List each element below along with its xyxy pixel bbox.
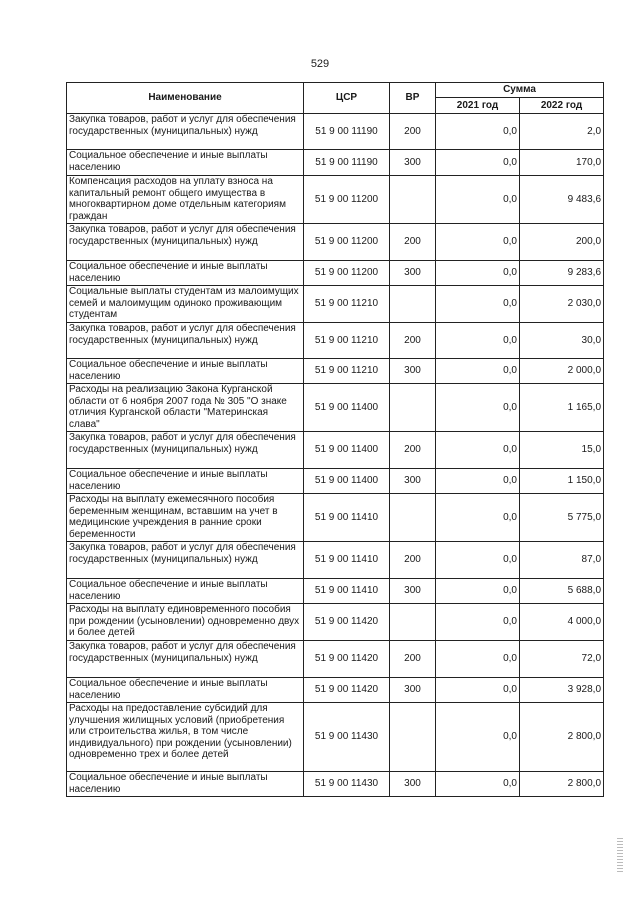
- row-2022: 30,0: [520, 323, 604, 359]
- table-row: [67, 114, 604, 150]
- header-year-2022: 2022 год: [520, 98, 604, 114]
- row-name: Закупка товаров, работ и услуг для обеспечения государственных (муниципальных) нужд: [67, 641, 304, 678]
- row-2021: 0,0: [436, 114, 520, 150]
- row-vr: 200: [390, 432, 436, 469]
- row-csr: 51 9 00 11200: [304, 261, 390, 286]
- row-name: Социальные выплаты студентам из малоимущих семей и малоимущим одиноко проживающим студентам: [67, 286, 304, 323]
- row-name: Социальное обеспечение и иные выплаты населению: [67, 261, 304, 286]
- row-2021: 0,0: [436, 224, 520, 261]
- row-vr: [390, 384, 436, 432]
- row-csr: 51 9 00 11200: [304, 224, 390, 261]
- table-row: [67, 261, 604, 286]
- row-csr: 51 9 00 11210: [304, 359, 390, 384]
- row-2021: 0,0: [436, 469, 520, 494]
- row-name: Социальное обеспечение и иные выплаты населению: [67, 150, 304, 176]
- table-row: [67, 579, 604, 604]
- row-name: Социальное обеспечение и иные выплаты населению: [67, 359, 304, 384]
- row-vr: 200: [390, 224, 436, 261]
- row-2022: 9 283,6: [520, 261, 604, 286]
- row-name: Расходы на выплату единовременного пособия при рождении (усыновлении) одновременно двух и более детей: [67, 604, 304, 641]
- row-vr: 200: [390, 114, 436, 150]
- table-row: [67, 323, 604, 359]
- budget-table: [66, 82, 604, 797]
- page-number: 529: [310, 58, 330, 70]
- row-csr: 51 9 00 11400: [304, 384, 390, 432]
- row-2022: 15,0: [520, 432, 604, 469]
- row-2021: 0,0: [436, 150, 520, 176]
- row-2022: 1 165,0: [520, 384, 604, 432]
- row-csr: 51 9 00 11410: [304, 579, 390, 604]
- row-vr: 300: [390, 678, 436, 703]
- row-2022: 2 000,0: [520, 359, 604, 384]
- header-sum: Сумма: [436, 83, 604, 98]
- row-2022: 2 800,0: [520, 772, 604, 797]
- table-row: [67, 384, 604, 432]
- row-2021: 0,0: [436, 261, 520, 286]
- row-vr: 300: [390, 261, 436, 286]
- row-csr: 51 9 00 11430: [304, 703, 390, 772]
- row-2021: 0,0: [436, 176, 520, 224]
- table-row: [67, 286, 604, 323]
- row-2021: 0,0: [436, 772, 520, 797]
- table-row: [67, 150, 604, 176]
- row-csr: 51 9 00 11420: [304, 641, 390, 678]
- header-name: Наименование: [67, 83, 304, 114]
- table-row: [67, 494, 604, 542]
- row-name: Социальное обеспечение и иные выплаты населению: [67, 579, 304, 604]
- table-body: [67, 114, 604, 797]
- row-name: Социальное обеспечение и иные выплаты населению: [67, 678, 304, 703]
- table-row: [67, 224, 604, 261]
- row-2021: 0,0: [436, 604, 520, 641]
- row-csr: 51 9 00 11190: [304, 114, 390, 150]
- row-name: Расходы на реализацию Закона Курганской области от 6 ноября 2007 года № 305 "О знаке отличия Курганской области "Материнская слава": [67, 384, 304, 432]
- row-csr: 51 9 00 11400: [304, 432, 390, 469]
- row-2021: 0,0: [436, 384, 520, 432]
- table-row: [67, 703, 604, 772]
- row-csr: 51 9 00 11190: [304, 150, 390, 176]
- row-2022: 2 030,0: [520, 286, 604, 323]
- row-2022: 5 775,0: [520, 494, 604, 542]
- row-2021: 0,0: [436, 323, 520, 359]
- table-row: [67, 604, 604, 641]
- table-row: [67, 772, 604, 797]
- row-vr: 300: [390, 579, 436, 604]
- row-csr: 51 9 00 11410: [304, 494, 390, 542]
- table-row: [67, 359, 604, 384]
- header-csr: ЦСР: [304, 83, 390, 114]
- row-2022: 3 928,0: [520, 678, 604, 703]
- row-vr: 200: [390, 641, 436, 678]
- row-2021: 0,0: [436, 432, 520, 469]
- row-name: Закупка товаров, работ и услуг для обеспечения государственных (муниципальных) нужд: [67, 432, 304, 469]
- row-csr: 51 9 00 11420: [304, 604, 390, 641]
- row-2022: 170,0: [520, 150, 604, 176]
- row-name: Закупка товаров, работ и услуг для обеспечения государственных (муниципальных) нужд: [67, 114, 304, 150]
- row-2022: 2,0: [520, 114, 604, 150]
- table-row: [67, 641, 604, 678]
- row-2021: 0,0: [436, 579, 520, 604]
- row-2021: 0,0: [436, 703, 520, 772]
- table-row: [67, 469, 604, 494]
- row-name: Закупка товаров, работ и услуг для обеспечения государственных (муниципальных) нужд: [67, 224, 304, 261]
- table-row: [67, 678, 604, 703]
- row-2022: 72,0: [520, 641, 604, 678]
- row-2022: 2 800,0: [520, 703, 604, 772]
- row-2022: 200,0: [520, 224, 604, 261]
- header-vr: ВР: [390, 83, 436, 114]
- row-2021: 0,0: [436, 286, 520, 323]
- row-vr: [390, 286, 436, 323]
- row-vr: 300: [390, 772, 436, 797]
- row-csr: 51 9 00 11210: [304, 286, 390, 323]
- row-name: Социальное обеспечение и иные выплаты населению: [67, 772, 304, 797]
- row-vr: [390, 494, 436, 542]
- row-csr: 51 9 00 11410: [304, 542, 390, 579]
- row-vr: 300: [390, 150, 436, 176]
- table-header: [67, 83, 604, 114]
- row-name: Расходы на выплату ежемесячного пособия беременным женщинам, вставшим на учет в медицинские учреждения в ранние сроки беременности: [67, 494, 304, 542]
- row-2021: 0,0: [436, 542, 520, 579]
- row-vr: 300: [390, 359, 436, 384]
- margin-print-mark: [617, 838, 623, 874]
- row-vr: 200: [390, 323, 436, 359]
- row-csr: 51 9 00 11400: [304, 469, 390, 494]
- header-year-2021: 2021 год: [436, 98, 520, 114]
- table-row: [67, 542, 604, 579]
- row-csr: 51 9 00 11420: [304, 678, 390, 703]
- row-2022: 87,0: [520, 542, 604, 579]
- row-2021: 0,0: [436, 494, 520, 542]
- row-2022: 5 688,0: [520, 579, 604, 604]
- row-name: Социальное обеспечение и иные выплаты населению: [67, 469, 304, 494]
- row-name: Компенсация расходов на уплату взноса на капитальный ремонт общего имущества в многоквартирном доме отдельным категориям граждан: [67, 176, 304, 224]
- row-name: Закупка товаров, работ и услуг для обеспечения государственных (муниципальных) нужд: [67, 542, 304, 579]
- row-2021: 0,0: [436, 641, 520, 678]
- row-2022: 1 150,0: [520, 469, 604, 494]
- row-csr: 51 9 00 11210: [304, 323, 390, 359]
- row-vr: 300: [390, 469, 436, 494]
- row-name: Расходы на предоставление субсидий для улучшения жилищных условий (приобретения или строительства жилья, в том числе индивидуального) при рождении (усыновлении) одновременно трех и более детей: [67, 703, 304, 772]
- table-row: [67, 432, 604, 469]
- row-2022: 4 000,0: [520, 604, 604, 641]
- row-2022: 9 483,6: [520, 176, 604, 224]
- row-vr: [390, 703, 436, 772]
- row-csr: 51 9 00 11200: [304, 176, 390, 224]
- row-csr: 51 9 00 11430: [304, 772, 390, 797]
- row-2021: 0,0: [436, 359, 520, 384]
- row-name: Закупка товаров, работ и услуг для обеспечения государственных (муниципальных) нужд: [67, 323, 304, 359]
- row-2021: 0,0: [436, 678, 520, 703]
- row-vr: [390, 604, 436, 641]
- table-row: [67, 176, 604, 224]
- row-vr: [390, 176, 436, 224]
- row-vr: 200: [390, 542, 436, 579]
